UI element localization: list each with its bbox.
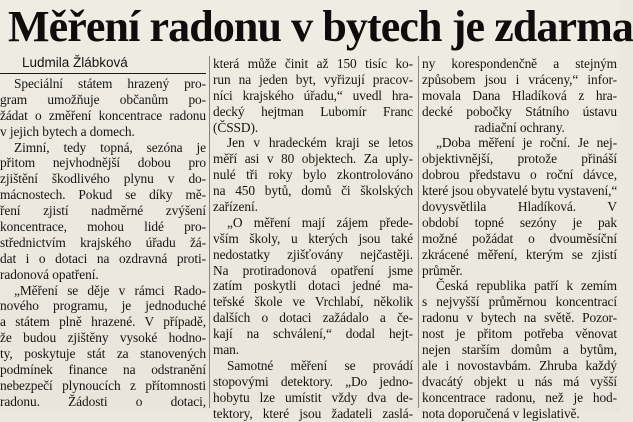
text-line: nedostatky zjišťovány nejčastěji.: [213, 246, 413, 262]
text-line: koncentrace, mohou lidé pro-: [0, 219, 206, 235]
text-line: Česká republika patří k zemím: [436, 278, 617, 294]
text-line: způsobem jsou i vráceny,“ infor-: [422, 71, 617, 87]
text-line: v jejich bytech a domech.: [0, 123, 135, 139]
text-line: nulé tři roky bylo zkontrolováno: [213, 167, 413, 183]
text-line: měří asi v 80 objektech. Za uply-: [213, 151, 413, 167]
text-line: nového programu, je jednoduché: [0, 298, 206, 314]
text-line: ty, poskytuje stát za stanovených: [0, 346, 206, 362]
text-line: níci krajského úřadu,“ uvedl hra-: [213, 87, 413, 103]
text-line: „Měření se děje v rámci Rado-: [14, 282, 206, 298]
text-line: střednictvím krajského úřadu žá-: [0, 234, 206, 250]
text-line: s nejvyšší průměrnou koncentrací: [422, 294, 617, 310]
text-line: radonová opatření.: [0, 266, 99, 282]
text-line: Speciální státem hrazený pro-: [14, 76, 206, 91]
text-line: gram umožňuje občanům po-: [0, 91, 206, 107]
text-line: období topné sezóny je pak: [422, 214, 617, 230]
text-line: tektory, které jsou žadateli zaslá-: [213, 405, 413, 421]
text-line: nebezpečí plynoucích z přítomnosti: [0, 377, 206, 393]
text-line: která může činit až 150 tisíc ko-: [213, 56, 413, 71]
text-line: ny korespondenčně a stejným: [422, 56, 617, 71]
text-line: „Doba měření je roční. Je nej-: [436, 135, 617, 151]
text-line: vším školy, u kterých jsou také: [213, 230, 413, 246]
text-line: zařízení.: [213, 199, 258, 215]
text-line: radiační ochrany.: [474, 119, 565, 135]
column-text: [0, 74, 206, 410]
article-column-2: [213, 52, 413, 421]
text-line: nost je přitom potřeba věnovat: [422, 326, 617, 342]
text-line: Samotné měření se provádí: [227, 357, 413, 373]
text-line: mácnostech. Pokud se díky mě-: [0, 187, 206, 203]
text-line: podmínek finance na odstranění: [0, 362, 206, 378]
text-line: run na jeden byt, vyřizují pracov-: [213, 71, 413, 87]
column-divider: [209, 56, 210, 408]
text-line: přitom nejvhodnější dobou pro: [0, 155, 206, 171]
text-line: objektivnější, protože přináší: [422, 151, 617, 167]
text-line: movala Dana Hladíková z hra-: [422, 87, 617, 103]
text-line: teřské škole ve Vrchlabí, několik: [213, 294, 413, 310]
text-line: a státem plně hrazené. V případě,: [0, 314, 206, 330]
text-line: stopovými detektory. „Do jedno-: [213, 373, 413, 389]
text-line: dvacátý objekt u nás má vyšší: [422, 373, 617, 389]
text-line: že budou zjištěny vysoké hodno-: [0, 330, 206, 346]
text-line: man.: [213, 342, 240, 358]
text-line: kají na schválení,“ dodal hejt-: [213, 326, 413, 342]
column-text: [213, 52, 413, 421]
text-line: možné požádat o dvouměsíční: [422, 230, 617, 246]
text-line: dobrou představu o roční dávce,: [422, 167, 617, 183]
text-line: nota doporučená v legislativě.: [422, 405, 580, 421]
text-line: zatím poskytli dotaci jedné ma-: [213, 278, 413, 294]
text-line: koncentrace radonu, než je hod-: [422, 389, 617, 405]
text-line: radonu v bytech na světě. Pozor-: [422, 310, 617, 326]
text-line: žádat o změření koncentrace radonu: [0, 107, 206, 123]
text-line: decký hejtman Lubomír Franc: [213, 103, 413, 119]
text-line: dovysvětlila Hladíková. V: [422, 199, 617, 215]
text-line: Jen v hradeckém kraji se letos: [227, 135, 413, 151]
text-line: zkrácené měření, kterým se zjistí: [422, 246, 617, 262]
text-line: decké pobočky Státního ústavu: [422, 103, 617, 119]
text-line: dalších o dotaci zažádalo a če-: [213, 310, 413, 326]
text-line: dat i o dotaci na ozdravná proti-: [0, 250, 206, 266]
text-line: ale i novostavbám. Zhruba každý: [422, 357, 617, 373]
text-line: které jsou obyvatelé bytu vystavení,“: [422, 183, 618, 199]
column-text: [422, 52, 617, 421]
article-byline: Ludmila Žlábková: [0, 52, 206, 74]
text-line: zjištění škodlivého plynu v do-: [0, 171, 206, 187]
text-line: průměr.: [422, 262, 463, 278]
column-divider: [418, 56, 419, 408]
article-headline: Měření radonu v bytech je zdarma: [8, 2, 633, 51]
text-line: Zimní, tedy topná, sezóna je: [14, 139, 206, 155]
text-line: (ČSSD).: [213, 119, 259, 135]
text-line: nejen starším domům a bytům,: [422, 342, 617, 358]
article-column-3: [422, 52, 618, 421]
text-line: hobytu lze umístit vždy dva de-: [213, 389, 413, 405]
text-line: na 450 bytů, domů či školských: [213, 183, 413, 199]
text-line: ření zjistí nadměrné zvýšení: [0, 203, 206, 219]
text-line: „O měření mají zájem přede-: [227, 214, 413, 230]
text-line: radonu. Žádosti o dotaci,: [0, 393, 206, 409]
text-line: Na protiradonová opatření jsme: [213, 262, 413, 278]
article-column-1: [0, 52, 206, 411]
